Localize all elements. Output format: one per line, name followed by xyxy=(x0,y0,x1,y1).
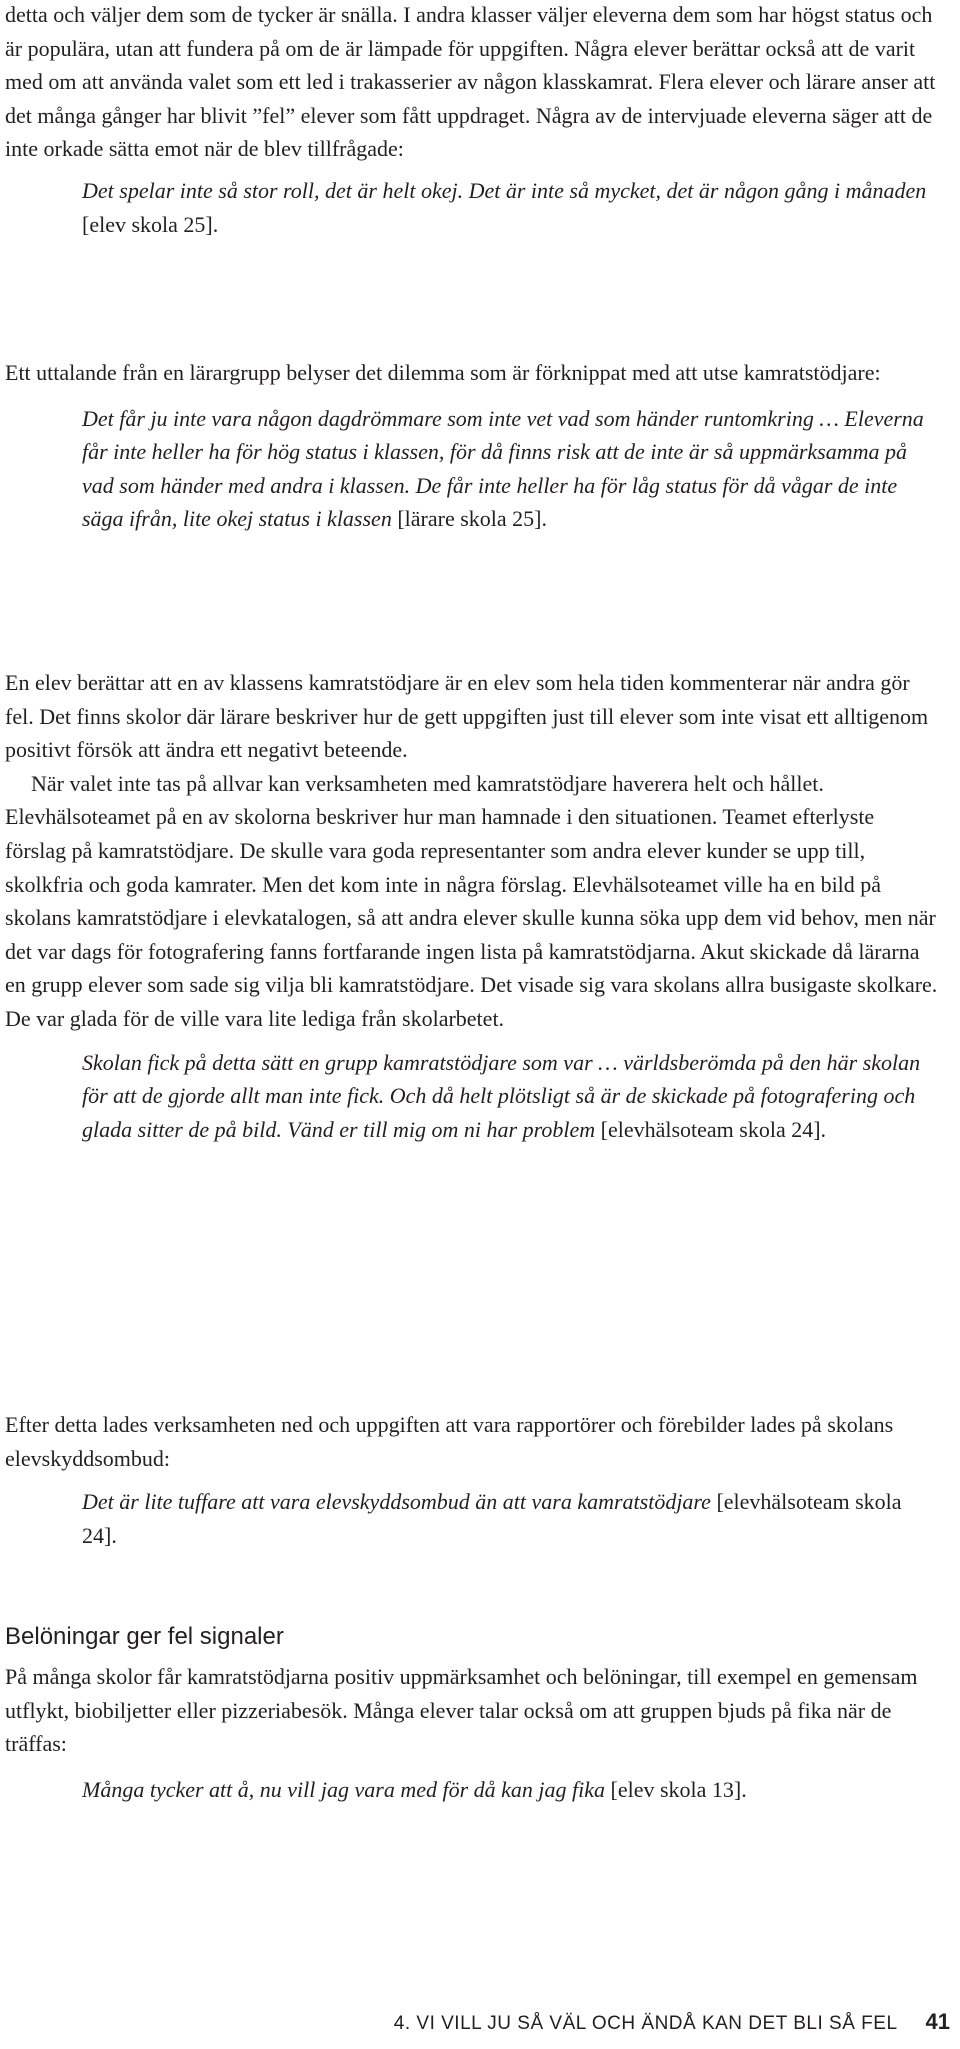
quote-4 xyxy=(5,1485,940,1552)
paragraph-5: Efter detta lades verksamheten ned och uppgiften att vara rapportörer och förebilder lades på skolans elevskyddsombud: xyxy=(5,1412,894,1471)
paragraph-3: En elev berättar att en av klassens kamratstödjare är en elev som hela tiden kommenterar när andra gör fel. Det finns skolor där lärare beskriver hur de gett uppgiften just till elever som inte visat ett alltigenom positivt försök att ändra ett negativt beteende. xyxy=(5,670,929,763)
quote-5-text: Många tycker att å, nu vill jag vara med för då kan jag fika xyxy=(82,1776,606,1802)
paragraph-6: På många skolor får kamratstödjarna positiv uppmärksamhet och belöningar, till exempel en gemensam utflykt, biobiljetter eller pizzeriabesök. Många elever talar också om att gruppen bjuds på fika när de träffas: xyxy=(5,1664,918,1757)
quote-2-text: Det får ju inte vara någon dagdrömmare som inte vet vad som händer runtomkring … Eleverna får inte heller ha för hög status i klassen, för då finns risk att de inte är så uppmärksamma på vad som händer med andra i klassen. De får inte heller ha för låg status för då vågar de inte säga ifrån, lite okej status i klassen xyxy=(82,405,924,532)
quote-5-source: [elev skola 13]. xyxy=(610,1776,747,1802)
text-column-final xyxy=(5,1660,940,1806)
quote-1 xyxy=(5,174,940,241)
paragraph-1: detta och väljer dem som de tycker är snälla. I andra klasser väljer eleverna dem som har högst status och är populära, utan att fundera på om de är lämpade för uppgiften. Några elever berättar också att de varit med om att använda valet som ett led i trakasserier av någon klasskamrat. Flera elever och lärare anser att det många gånger har blivit ”fel” elever som fått uppdraget. Några av de intervjuade eleverna säger att de inte orkade sätta emot när de blev tillfrågade: xyxy=(5,2,936,162)
quote-1-source: [elev skola 25]. xyxy=(82,211,219,237)
quote-4-source: [elevhälsoteam skola 24]. xyxy=(82,1489,902,1548)
text-column-top xyxy=(5,0,940,241)
quote-1-text: Det spelar inte så stor roll, det är helt okej. Det är inte så mycket, det är någon gång i månaden xyxy=(82,177,927,203)
quote-3-text: Skolan fick på detta sätt en grupp kamratstödjare som var … världsberömda på den här skolan för att de gjorde allt man inte fick. Och då helt plötsligt så är de skickade på fotografering och glada sitter de på bild. Vänd er till mig om ni har problem xyxy=(82,1049,921,1142)
chapter-title: 4. VI VILL JU SÅ VÄL OCH ÄNDÅ KAN DET BLI SÅ FEL xyxy=(393,2013,898,2034)
quote-2-source: [lärare skola 25]. xyxy=(397,506,547,532)
quote-5 xyxy=(5,1773,940,1807)
section-heading: Belöningar ger fel signaler xyxy=(5,1623,284,1650)
quote-3 xyxy=(5,1046,940,1147)
quote-3-source: [elevhälsoteam skola 24]. xyxy=(600,1116,827,1142)
text-column-lower xyxy=(5,666,940,1146)
quote-4-text: Det är lite tuffare att vara elevskyddsombud än att vara kamratstödjare xyxy=(82,1489,711,1515)
paragraph-2: Ett uttalande från en lärargrupp belyser det dilemma som är förknippat med att utse kamratstödjare: xyxy=(5,360,881,385)
page-footer xyxy=(394,2009,950,2035)
text-column-bottom xyxy=(5,1408,940,1552)
page-number: 41 xyxy=(925,2009,950,2034)
paragraph-4: När valet inte tas på allvar kan verksamheten med kamratstödjare haverera helt och hållet. Elevhälsoteamet på en av skolorna beskriver hur man hamnade i den situationen. Teamet efterlyste förslag på kamratstödjare. De skulle vara goda representanter som andra elever kunder se upp till, skolkfria och goda kamrater. Men det kom inte in några förslag. Elevhälsoteamet ville ha en bild på skolans kamratstödjare i elevkatalogen, så att andra elever skulle kunna söka upp dem vid behov, men när det var dags för fotografering fanns fortfarande ingen lista på kamratstödjarna. Akut skickade då lärarna en grupp elever som sade sig vilja bli kamratstödjare. Det visade sig vara skolans allra busigaste skolkare. De var glada för de ville vara lite lediga från skolarbetet. xyxy=(5,770,938,1031)
text-column-middle xyxy=(5,356,940,536)
quote-2 xyxy=(5,402,940,536)
